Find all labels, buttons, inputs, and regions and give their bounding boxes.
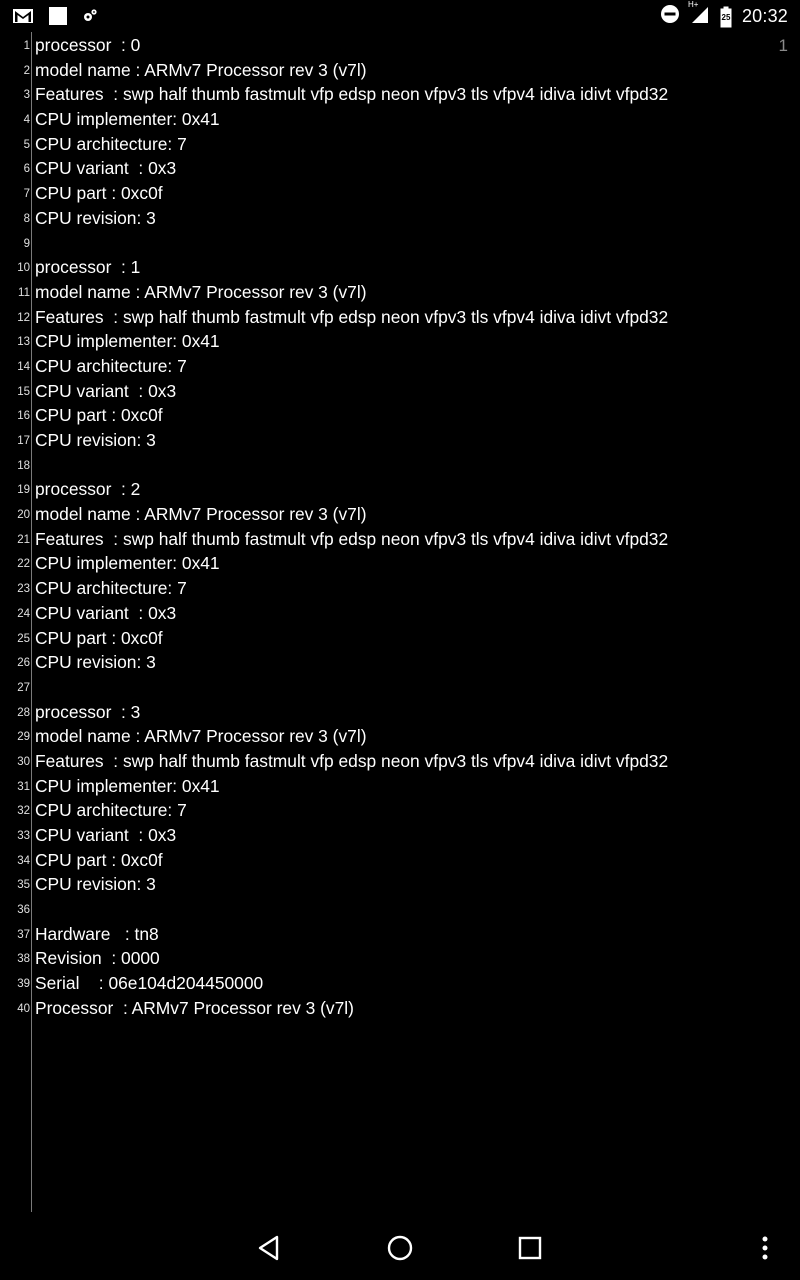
line-number: 24 — [17, 607, 30, 620]
editor-line[interactable] — [0, 33, 800, 58]
line-number: 33 — [17, 830, 30, 842]
line-number: 18 — [17, 459, 30, 472]
line-text[interactable]: Serial : 06e104d204450000 — [35, 973, 264, 994]
line-text[interactable]: CPU revision: 3 — [35, 207, 156, 228]
editor-line[interactable] — [0, 551, 800, 576]
line-text[interactable]: Features : swp half thumb fastmult vfp edsp neon vfpv3 tls vfpv4 idiva idivt vfpd32 — [35, 750, 669, 771]
editor-line[interactable] — [0, 724, 800, 749]
clock: 20:32 — [741, 6, 788, 26]
line-number: 3 — [23, 89, 30, 102]
editor-line[interactable] — [0, 996, 800, 1021]
line-number: 27 — [17, 681, 30, 694]
battery-level: 25 — [721, 12, 731, 22]
network-type-label: H+ — [687, 0, 699, 9]
line-number: 5 — [23, 138, 30, 151]
line-text[interactable]: Revision : 0000 — [35, 948, 160, 969]
overflow-menu-button[interactable] — [747, 1230, 783, 1266]
status-bar — [0, 0, 800, 32]
line-number: 25 — [17, 632, 30, 645]
editor-line[interactable] — [0, 305, 800, 330]
line-text[interactable]: CPU implementer: 0x41 — [35, 109, 220, 130]
line-text[interactable]: CPU variant : 0x3 — [35, 158, 177, 179]
editor-line[interactable] — [0, 477, 800, 502]
page-indicator: 1 — [778, 36, 788, 55]
line-number: 34 — [17, 854, 30, 867]
editor-line[interactable] — [0, 231, 800, 256]
line-text[interactable]: processor : 1 — [35, 257, 141, 278]
recents-icon — [518, 1236, 542, 1260]
line-number: 38 — [17, 953, 30, 966]
line-text[interactable]: model name : ARMv7 Processor rev 3 (v7l) — [35, 726, 367, 747]
system-icons — [660, 0, 788, 29]
editor-line[interactable] — [0, 502, 800, 527]
line-text[interactable]: CPU part : 0xc0f — [35, 183, 163, 204]
signal-icon — [687, 0, 710, 29]
line-text[interactable]: CPU architecture: 7 — [35, 578, 187, 599]
line-number: 14 — [17, 360, 30, 373]
line-number: 12 — [17, 311, 30, 324]
line-number: 4 — [23, 114, 30, 127]
line-text[interactable]: CPU architecture: 7 — [35, 800, 187, 821]
line-text[interactable]: CPU implementer: 0x41 — [35, 553, 220, 574]
line-text[interactable]: Features : swp half thumb fastmult vfp edsp neon vfpv3 tls vfpv4 idiva idivt vfpd32 — [35, 306, 669, 327]
line-text[interactable]: Features : swp half thumb fastmult vfp edsp neon vfpv3 tls vfpv4 idiva idivt vfpd32 — [35, 528, 669, 549]
editor-line[interactable] — [0, 650, 800, 675]
home-icon — [386, 1234, 414, 1262]
line-text[interactable]: CPU variant : 0x3 — [35, 602, 177, 623]
line-number: 10 — [17, 262, 30, 275]
line-number: 16 — [17, 410, 30, 423]
line-text[interactable]: model name : ARMv7 Processor rev 3 (v7l) — [35, 281, 367, 302]
back-button[interactable] — [251, 1230, 287, 1266]
editor-line[interactable] — [0, 156, 800, 181]
line-number: 20 — [17, 509, 30, 522]
editor-line[interactable] — [0, 675, 800, 700]
line-text[interactable]: processor : 0 — [35, 35, 141, 55]
editor-line[interactable] — [0, 946, 800, 971]
editor-line[interactable] — [0, 403, 800, 428]
line-text[interactable]: Hardware : tn8 — [35, 923, 159, 944]
editor-line[interactable] — [0, 453, 800, 478]
do-not-disturb-icon — [660, 4, 680, 29]
line-text[interactable]: CPU implementer: 0x41 — [35, 331, 220, 352]
line-number: 22 — [17, 558, 30, 571]
line-number: 13 — [17, 336, 30, 349]
line-text[interactable]: CPU architecture: 7 — [35, 355, 187, 376]
line-number: 35 — [17, 879, 30, 892]
editor-line[interactable] — [0, 280, 800, 305]
line-number: 9 — [23, 237, 30, 250]
editor-line[interactable] — [0, 700, 800, 725]
line-number: 15 — [17, 385, 30, 398]
line-number: 29 — [17, 731, 30, 744]
editor-line[interactable] — [0, 379, 800, 404]
gmail-icon — [12, 8, 34, 29]
editor-line[interactable] — [0, 354, 800, 379]
line-number: 21 — [17, 533, 30, 546]
line-text[interactable]: processor : 2 — [35, 479, 141, 500]
line-number: 30 — [17, 755, 30, 768]
line-number: 32 — [17, 805, 30, 818]
line-text[interactable]: CPU implementer: 0x41 — [35, 775, 220, 796]
editor-line[interactable] — [0, 255, 800, 280]
editor-line[interactable] — [0, 897, 800, 922]
line-number: 26 — [17, 657, 30, 670]
home-button[interactable] — [382, 1230, 418, 1266]
recents-button[interactable] — [512, 1230, 548, 1266]
editor-line[interactable] — [0, 774, 800, 799]
navigation-bar — [0, 1216, 800, 1280]
editor-line[interactable] — [0, 971, 800, 996]
editor-line[interactable] — [0, 181, 800, 206]
line-number: 2 — [23, 64, 30, 77]
editor-line[interactable] — [0, 428, 800, 453]
line-text[interactable]: Features : swp half thumb fastmult vfp edsp neon vfpv3 tls vfpv4 idiva idivt vfpd32 — [35, 84, 669, 105]
line-number: 7 — [23, 188, 30, 201]
line-number: 28 — [17, 706, 30, 719]
line-number: 1 — [23, 40, 30, 52]
line-number: 31 — [17, 780, 30, 793]
editor-line[interactable] — [0, 329, 800, 354]
editor-line[interactable] — [0, 576, 800, 601]
line-number: 19 — [17, 484, 30, 497]
editor-line[interactable] — [0, 626, 800, 651]
battery-icon — [720, 6, 732, 28]
line-text[interactable]: CPU variant : 0x3 — [35, 825, 177, 845]
line-text[interactable]: CPU part : 0xc0f — [35, 405, 163, 426]
line-text[interactable]: CPU architecture: 7 — [35, 133, 187, 154]
line-number: 8 — [23, 212, 30, 225]
editor-line[interactable] — [0, 749, 800, 774]
line-text[interactable]: CPU part : 0xc0f — [35, 849, 163, 870]
editor-line[interactable] — [0, 848, 800, 873]
editor-line[interactable] — [0, 82, 800, 107]
line-text[interactable]: model name : ARMv7 Processor rev 3 (v7l) — [35, 59, 367, 80]
notification-square-icon — [48, 6, 68, 31]
line-text[interactable]: model name : ARMv7 Processor rev 3 (v7l) — [35, 504, 367, 525]
line-number: 40 — [17, 1002, 30, 1015]
line-text[interactable]: CPU variant : 0x3 — [35, 380, 177, 401]
overflow-menu-icon — [761, 1235, 769, 1261]
line-text[interactable]: CPU revision: 3 — [35, 874, 156, 895]
line-text[interactable]: CPU part : 0xc0f — [35, 627, 163, 648]
editor-line[interactable] — [0, 872, 800, 897]
settings-gear-icon — [82, 8, 98, 29]
line-number: 39 — [17, 978, 30, 991]
line-text[interactable]: Processor : ARMv7 Processor rev 3 (v7l) — [35, 997, 354, 1018]
line-text[interactable]: CPU revision: 3 — [35, 652, 156, 673]
editor-line[interactable] — [0, 107, 800, 132]
editor-line[interactable] — [0, 527, 800, 552]
notification-icons — [12, 6, 98, 31]
line-number: 36 — [17, 904, 30, 917]
text-editor[interactable] — [0, 33, 800, 1021]
line-number: 17 — [17, 435, 30, 447]
editor-line[interactable] — [0, 922, 800, 947]
line-number: 37 — [17, 928, 30, 941]
line-number: 23 — [17, 583, 30, 596]
line-number: 6 — [23, 163, 30, 176]
editor-line[interactable] — [0, 823, 800, 848]
line-text[interactable]: processor : 3 — [35, 701, 141, 722]
editor-line[interactable] — [0, 58, 800, 83]
editor-line[interactable] — [0, 601, 800, 626]
editor-line[interactable] — [0, 206, 800, 231]
line-number: 11 — [18, 286, 30, 299]
back-icon — [257, 1235, 281, 1261]
editor-line[interactable] — [0, 132, 800, 157]
editor-line[interactable] — [0, 798, 800, 823]
line-text[interactable]: CPU revision: 3 — [35, 430, 156, 450]
